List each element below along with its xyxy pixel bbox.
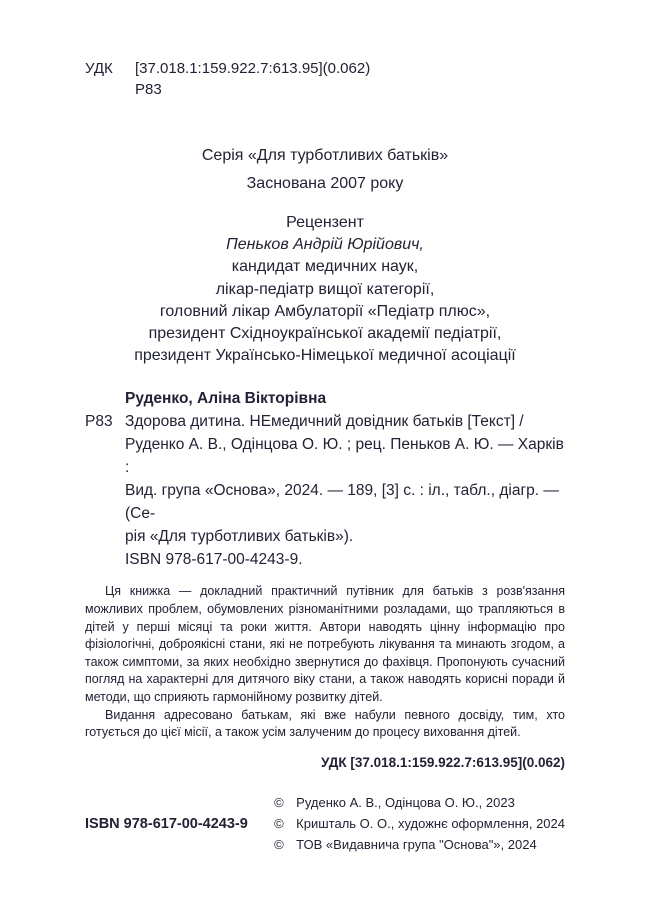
udk-bottom: УДК [37.018.1:159.922.7:613.95](0.062) xyxy=(321,754,565,770)
catalog-code: Р83 xyxy=(85,413,113,431)
copyright-text: Кришталь О. О., художнє оформлення, 2024 xyxy=(296,816,565,831)
annotation-paragraph: Видання адресовано батькам, які вже набули певного досвіду, тим, хто готується до цієї місії, а також усім залученим до процесу виховання дітей. xyxy=(85,707,565,740)
reviewer-credential: президент Східноукраїнської академії педіатрії, xyxy=(148,325,502,343)
annotation-paragraph: Ця книжка — докладний практичний путівник для батьків з розв'язання можливих проблем, обумовлених різноманітними розладами, що трапляються в дітей у перші місяці та роки життя. Автори наводять цінну інформацію про фізіологічні, доброякісні стани, які не потребують лікування та минають згодом, а також симптоми, за яких необхідно звернутися до фахівця. Пропонують сучасний погляд на характерні для дитячого віку стани, а також наводять корисні поради й методи, що сприяють гармонійному розвитку дітей. xyxy=(85,584,565,704)
catalog-line: Здорова дитина. НЕмедичний довідник батьків [Текст] / xyxy=(125,413,524,431)
reviewer-block xyxy=(85,212,565,367)
copyright-symbol: © xyxy=(274,795,284,810)
copyright-list xyxy=(274,792,565,855)
reviewer-heading: Рецензент xyxy=(286,214,364,231)
reviewer-name: Пеньков Андрій Юрійович, xyxy=(226,236,424,254)
copyright-text: Руденко А. В., Одінцова О. Ю., 2023 xyxy=(296,795,515,810)
catalog-card xyxy=(85,387,565,571)
catalog-line: Вид. група «Основа», 2024. — 189, [3] с. : іл., табл., діагр. — (Се- xyxy=(125,482,559,523)
copyright-line xyxy=(274,834,565,855)
reviewer-credential: головний лікар Амбулаторії «Педіатр плюс», xyxy=(159,302,491,320)
footer-block xyxy=(85,792,565,855)
reviewer-credential: лікар-педіатр вищої категорії, xyxy=(215,280,435,298)
copyright-line xyxy=(274,792,565,813)
catalog-entry xyxy=(85,410,565,571)
series-block xyxy=(85,142,565,198)
author-sign-code: Р83 xyxy=(135,81,162,98)
annotation-block xyxy=(85,583,565,741)
copyright-line xyxy=(274,813,565,834)
reviewer-credential: кандидат медичних наук, xyxy=(231,258,419,276)
copyright-symbol: © xyxy=(274,837,284,852)
copyright-symbol: © xyxy=(274,816,284,831)
udk-top-row xyxy=(85,58,565,79)
series-founded: Заснована 2007 року xyxy=(246,175,404,192)
catalog-description xyxy=(125,410,565,548)
catalog-line: рія «Для турботливих батьків»). xyxy=(125,528,354,546)
series-title: Серія «Для турботливих батьків» xyxy=(201,147,449,164)
udk-label: УДК xyxy=(85,60,113,77)
udk-top-block xyxy=(85,58,565,100)
copyright-text: ТОВ «Видавнича група "Основа"», 2024 xyxy=(296,837,537,852)
catalog-author: Руденко, Аліна Вікторівна xyxy=(125,390,327,408)
footer-isbn: ISBN 978-617-00-4243-9 xyxy=(85,815,248,832)
catalog-isbn: ISBN 978-617-00-4243-9. xyxy=(125,551,303,569)
udk-value: [37.018.1:159.922.7:613.95](0.062) xyxy=(135,60,371,77)
catalog-line: Руденко А. В., Одінцова О. Ю. ; рец. Пеньков А. Ю. — Харків : xyxy=(125,436,564,477)
reviewer-credential: президент Українсько-Німецької медичної асоціації xyxy=(134,347,516,365)
